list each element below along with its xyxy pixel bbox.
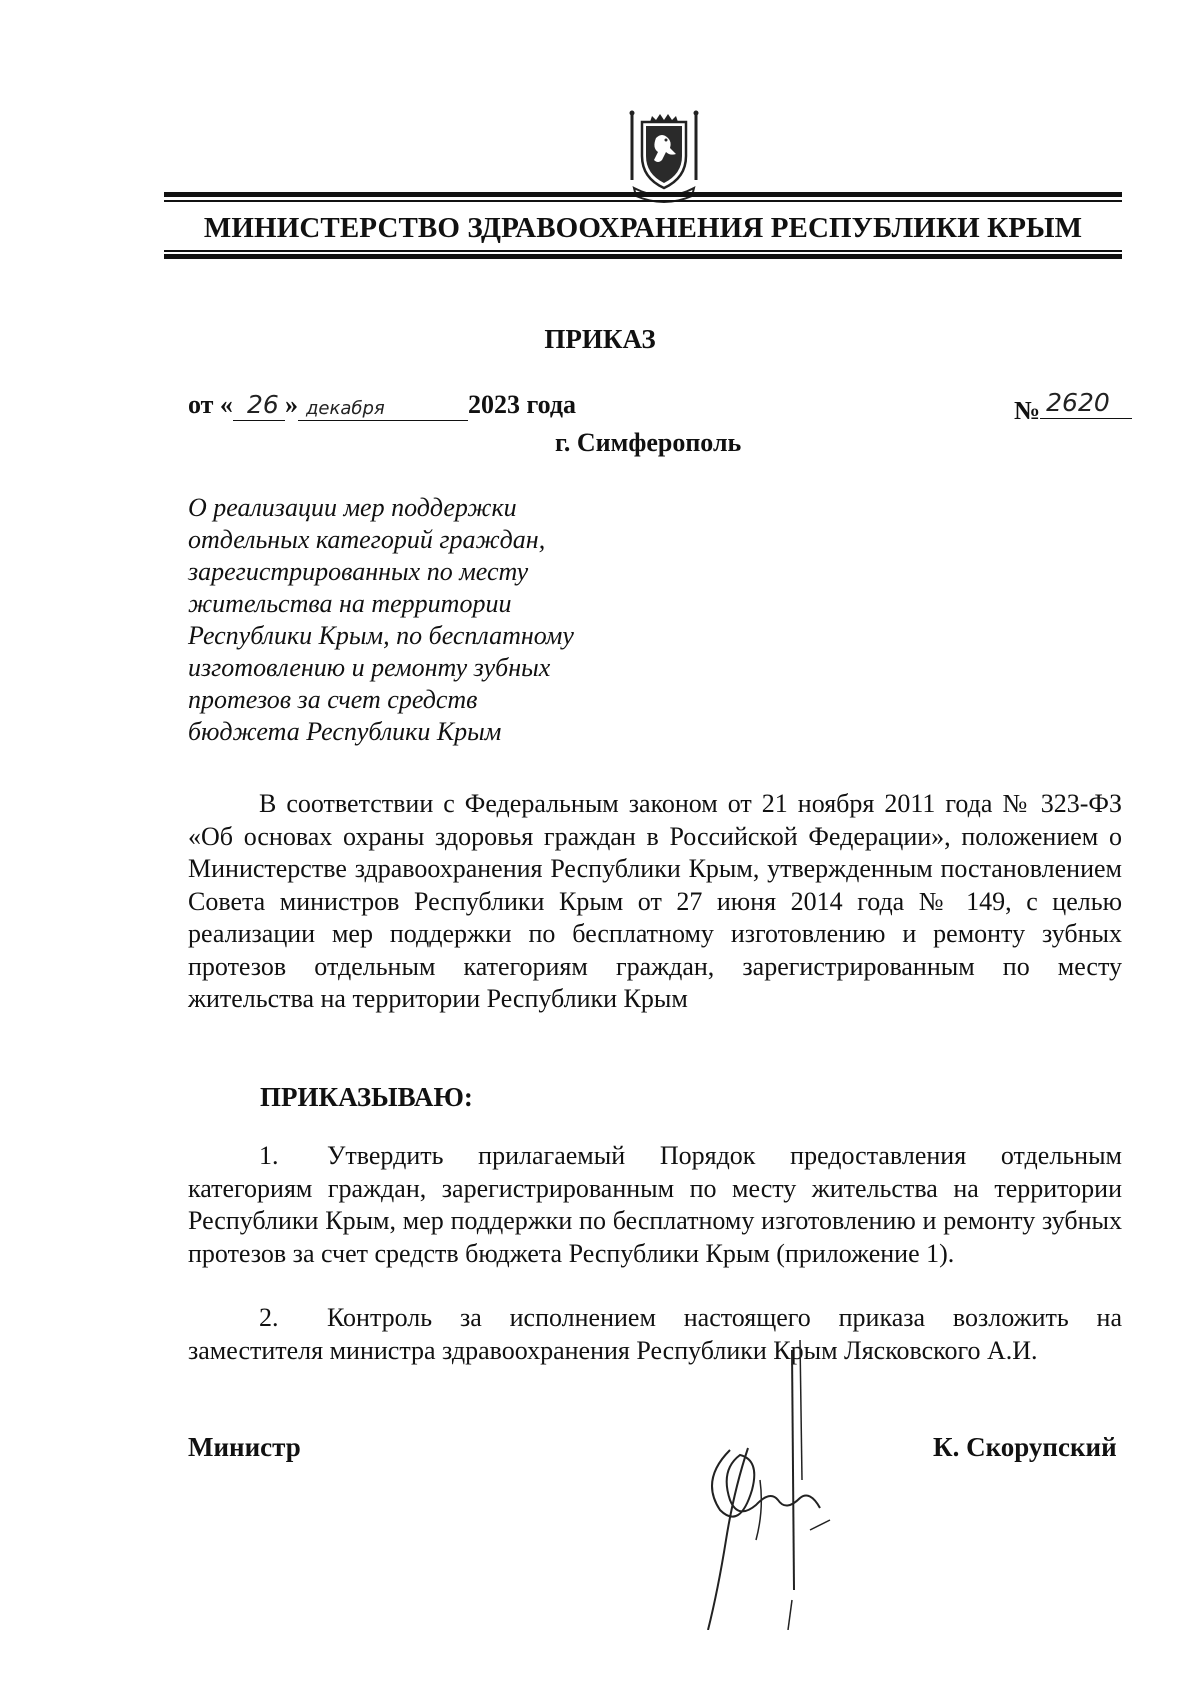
date-day-handwritten: 26 <box>246 390 279 419</box>
order-number <box>1014 390 1132 426</box>
order-subject <box>188 492 658 748</box>
subject-line: изготовлению и ремонту зубных <box>188 653 551 682</box>
order-item <box>188 1140 1122 1270</box>
item-number: 1. <box>259 1141 279 1170</box>
subject-line: отдельных категорий граждан, <box>188 525 546 554</box>
number-prefix: № <box>1014 396 1041 425</box>
number-handwritten: 2620 <box>1046 388 1110 417</box>
handwritten-signature <box>660 1330 840 1630</box>
subject-line: зарегистрированных по месту <box>188 557 529 586</box>
subject-line: жительства на территории <box>188 589 512 618</box>
date-month-handwritten: декабря <box>305 398 385 419</box>
number-field <box>1040 390 1132 419</box>
subject-line: Республики Крым, по бесплатному <box>188 621 574 650</box>
date-day-field <box>233 390 285 421</box>
signer-role: Министр <box>188 1432 301 1462</box>
header-rule-bottom-thick <box>164 254 1122 259</box>
subject-line: О реализации мер поддержки <box>188 493 517 522</box>
ministry-name: МИНИСТЕРСТВО ЗДРАВООХРАНЕНИЯ РЕСПУБЛИКИ КРЫМ <box>203 212 1083 244</box>
date-month-field <box>298 390 468 421</box>
header-rule-top-thick <box>164 192 1122 197</box>
subject-line: протезов за счет средств <box>188 685 478 714</box>
preamble-paragraph: В соответствии с Федеральным законом от 21 ноября 2011 года № 323-ФЗ «Об основах охраны здоровья граждан в Российской Федерации», положением о Министерстве здравоохранения Республики Крым, утвержденным постановлением Совета министров Республики Крым от 27 июня 2014 года № 149, с целью реализации мер поддержки по бесплатному изготовлению и ремонту зубных протезов отдельным категориям граждан, зарегистрированным по месту жительства на территории Республики Крым <box>188 789 1122 1013</box>
order-item <box>188 1302 1122 1367</box>
date-prefix: от « <box>188 390 233 419</box>
subject-line: бюджета Республики Крым <box>188 717 502 746</box>
date-mid: » <box>284 390 298 419</box>
order-directive-word: ПРИКАЗЫВАЮ: <box>260 1082 473 1112</box>
header-rule-bottom-thin <box>164 250 1122 252</box>
item-number: 2. <box>259 1303 279 1332</box>
header-rule-top-thin <box>164 200 1122 202</box>
item-text: Утвердить прилагаемый Порядок предоставления отдельным категориям граждан, зарегистрированным по месту жительства на территории Республики Крым, мер поддержки по бесплатному изготовлению и ремонту зубных протезов за счет средств бюджета Республики Крым (приложение 1). <box>188 1141 1122 1268</box>
signer-name: К. Скорупский <box>933 1432 1117 1462</box>
order-title: ПРИКАЗ <box>544 324 656 354</box>
date-year: 2023 года <box>467 390 576 419</box>
order-date <box>188 390 576 421</box>
order-city: г. Симферополь <box>555 428 742 457</box>
item-text: Контроль за исполнением настоящего приказа возложить на заместителя министра здравоохранения Республики Крым Лясковского А.И. <box>188 1303 1122 1365</box>
